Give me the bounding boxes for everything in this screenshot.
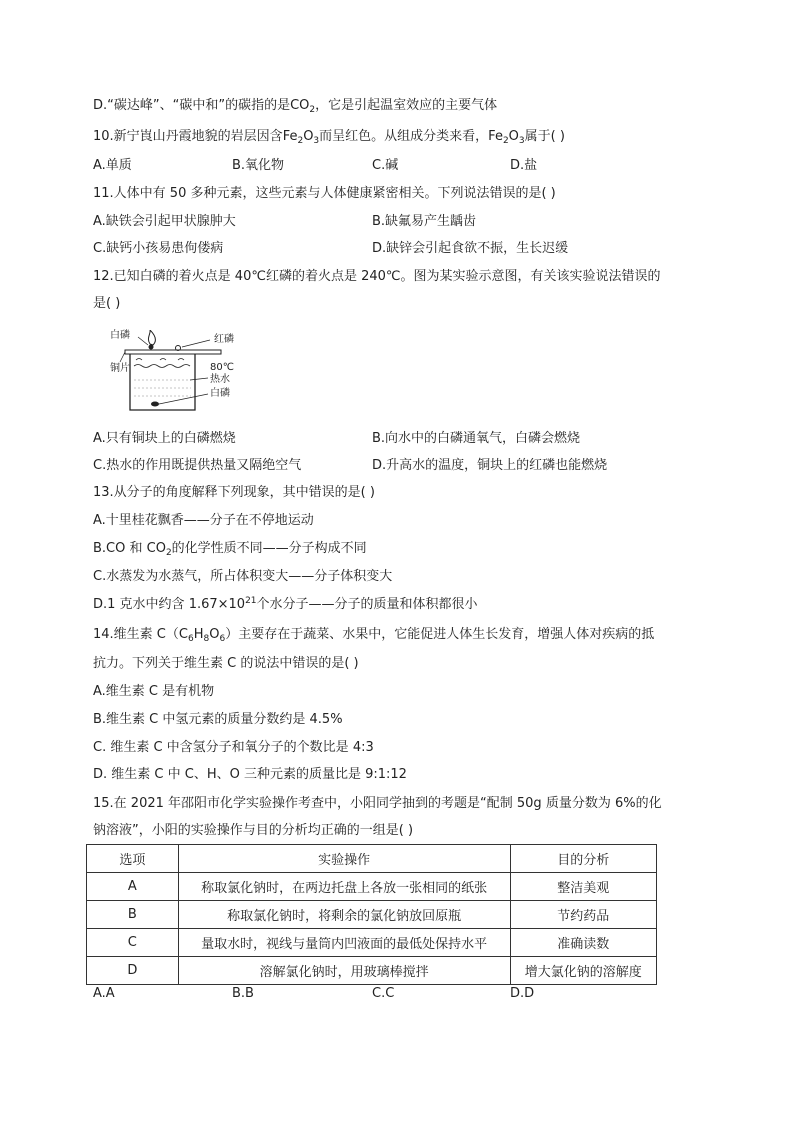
- q13-option-c: C.水蒸发为水蒸气，所占体积变大——分子体积变大: [93, 569, 393, 584]
- q14-option-a: A.维生素 C 是有机物: [93, 684, 215, 699]
- q11-option-d: D.缺锌会引起食欲不振，生长迟缓: [372, 241, 569, 256]
- leader-line: [138, 337, 148, 345]
- q13-stem: 13.从分子的角度解释下列现象，其中错误的是( ): [93, 485, 375, 500]
- o-subscript: 6: [219, 634, 226, 644]
- experiment-diagram: [110, 330, 260, 415]
- q11-option-c: C.缺钙小孩易患佝偻病: [93, 241, 224, 256]
- phosphorus-experiment-figure: [110, 330, 260, 415]
- table-row: [87, 957, 657, 985]
- label-submerged-white-phosphorus: 白磷: [210, 388, 230, 399]
- q12-stem-line1: 12.已知白磷的着火点是 40℃红磷的着火点是 240℃。图为某实验示意图，有关该实验说法错误的: [93, 269, 661, 284]
- fe-symbol: Fe: [282, 129, 298, 144]
- q15-option-c: C.C: [372, 986, 395, 1001]
- o-subscript: 3: [518, 136, 525, 146]
- q10-stem: [93, 128, 565, 146]
- white-phosphorus-dot: [149, 345, 154, 350]
- label-hot-water: 热水: [210, 374, 230, 385]
- leader-line: [190, 378, 208, 380]
- q13d-number: 1.67×10: [188, 597, 246, 612]
- q13b-post: 的化学性质不同——分子构成不同: [171, 541, 367, 556]
- copper-plate: [125, 350, 221, 354]
- table-header-cell: 目的分析: [510, 845, 657, 873]
- q15-option-a: A.A: [93, 986, 115, 1001]
- table-cell: 节约药品: [510, 901, 657, 929]
- q9-option-d: [93, 97, 497, 115]
- flame-icon: [148, 330, 155, 345]
- table-cell: 量取水时，视线与量筒内凹液面的最低处保持水平: [178, 929, 510, 957]
- table-cell: 准确读数: [510, 929, 657, 957]
- q9d-text-pre: D.“碳达峰”、“碳中和”的碳指的是: [93, 98, 291, 113]
- q13-option-a: A.十里桂花飘香——分子在不停地运动: [93, 513, 314, 528]
- label-temperature: 80℃: [210, 362, 234, 373]
- c-symbol: C: [178, 627, 188, 642]
- q9d-text-post: ，它是引起温室效应的主要气体: [315, 98, 498, 113]
- q12-option-a: A.只有铜块上的白磷燃烧: [93, 431, 236, 446]
- co2-subscript: 2: [309, 105, 316, 115]
- label-copper-plate: 铜片: [110, 363, 130, 374]
- q10-option-b: B.氧化物: [232, 158, 285, 173]
- table-header-cell: 选项: [87, 845, 179, 873]
- submerged-white-phosphorus: [151, 402, 159, 407]
- table-cell: C: [87, 929, 179, 957]
- table-cell: B: [87, 901, 179, 929]
- fe-subscript: 2: [502, 136, 509, 146]
- table-cell: 称取氯化钠时，在两边托盘上各放一张相同的纸张: [178, 873, 510, 901]
- leader-line: [120, 352, 125, 362]
- q14-stem-pre: 14.维生素 C（: [93, 627, 179, 642]
- q15-option-b: B.B: [232, 986, 254, 1001]
- fe-symbol: Fe: [488, 129, 503, 144]
- q15-stem-line1: 15.在 2021 年邵阳市化学实验操作考查中，小阳同学抽到的考题是“配制 50g 质量分数为 6%的化: [93, 796, 662, 811]
- fe-subscript: 2: [297, 136, 304, 146]
- leader-line: [159, 394, 208, 404]
- table-row: [87, 929, 657, 957]
- table-row: [87, 901, 657, 929]
- q15-option-d: D.D: [510, 986, 535, 1001]
- q11-option-a: A.缺铁会引起甲状腺肿大: [93, 214, 236, 229]
- co2-subscript: 2: [165, 548, 172, 558]
- o-symbol: O: [508, 129, 519, 144]
- table-cell: D: [87, 957, 179, 985]
- water-body: [134, 380, 191, 396]
- o-subscript: 3: [313, 136, 320, 146]
- q10-stem-b: 而呈红色。从组成分类来看，: [319, 129, 489, 144]
- table-cell: 称取氯化钠时，将剩余的氯化钠放回原瓶: [178, 901, 510, 929]
- o-symbol: O: [303, 129, 314, 144]
- q10-option-a: A.单质: [93, 158, 132, 173]
- q14-option-d: D. 维生素 C 中 C、H、O 三种元素的质量比是 9:1:12: [93, 767, 407, 782]
- q14-stem-post: ）主要存在于蔬菜、水果中，它能促进人体生长发育，增强人体对疾病的抵: [225, 627, 655, 642]
- q12-option-c: C.热水的作用既提供热量又隔绝空气: [93, 458, 302, 473]
- q13-option-b: [93, 540, 367, 558]
- q12-option-d: D.升高水的温度，铜块上的红磷也能燃烧: [372, 458, 608, 473]
- q15-table: [86, 844, 657, 985]
- co2-formula: CO: [290, 98, 310, 113]
- h-symbol: H: [193, 627, 204, 642]
- table-header-row: [87, 845, 657, 873]
- steam-lines: [136, 359, 184, 361]
- q12-stem-line2: 是( ): [93, 296, 121, 311]
- water-surface: [134, 365, 190, 368]
- q13-option-d: [93, 596, 478, 614]
- q10-option-d: D.盐: [510, 158, 538, 173]
- beaker: [130, 354, 195, 410]
- table-cell: 整洁美观: [510, 873, 657, 901]
- q14-stem-line1: [93, 626, 654, 644]
- q14-stem-line2: 抗力。下列关于维生素 C 的说法中错误的是( ): [93, 656, 359, 671]
- q10-stem-a: 10.新宁崀山丹霞地貌的岩层因含: [93, 129, 283, 144]
- o-symbol: O: [209, 627, 220, 642]
- q13d-exponent: 21: [245, 596, 257, 606]
- label-red-phosphorus: 红磷: [214, 334, 234, 345]
- q14-option-c: C. 维生素 C 中含氢分子和氧分子的个数比是 4:3: [93, 740, 374, 755]
- table-cell: 增大氯化钠的溶解度: [510, 957, 657, 985]
- h-subscript: 8: [203, 634, 210, 644]
- q14-option-b: B.维生素 C 中氢元素的质量分数约是 4.5%: [93, 712, 343, 727]
- table-header-cell: 实验操作: [178, 845, 510, 873]
- c-subscript: 6: [187, 634, 194, 644]
- table-cell: A: [87, 873, 179, 901]
- leader-line: [182, 340, 210, 347]
- q11-option-b: B.缺氟易产生龋齿: [372, 214, 477, 229]
- q13d-post: 个水分子——分子的质量和体积都很小: [256, 597, 478, 612]
- q13b-pre: B.CO 和 CO: [93, 541, 166, 556]
- table-row: [87, 873, 657, 901]
- q12-option-b: B.向水中的白磷通氧气，白磷会燃烧: [372, 431, 581, 446]
- q10-stem-c: 属于( ): [524, 129, 565, 144]
- table-cell: 溶解氯化钠时，用玻璃棒搅拌: [178, 957, 510, 985]
- q15-stem-line2: 钠溶液”，小阳的实验操作与目的分析均正确的一组是( ): [93, 823, 414, 838]
- label-white-phosphorus: 白磷: [110, 330, 130, 341]
- q10-option-c: C.碱: [372, 158, 399, 173]
- q11-stem: 11.人体中有 50 多种元素，这些元素与人体健康紧密相关。下列说法错误的是( ): [93, 186, 556, 201]
- q13d-pre: D.1 克水中约含: [93, 597, 189, 612]
